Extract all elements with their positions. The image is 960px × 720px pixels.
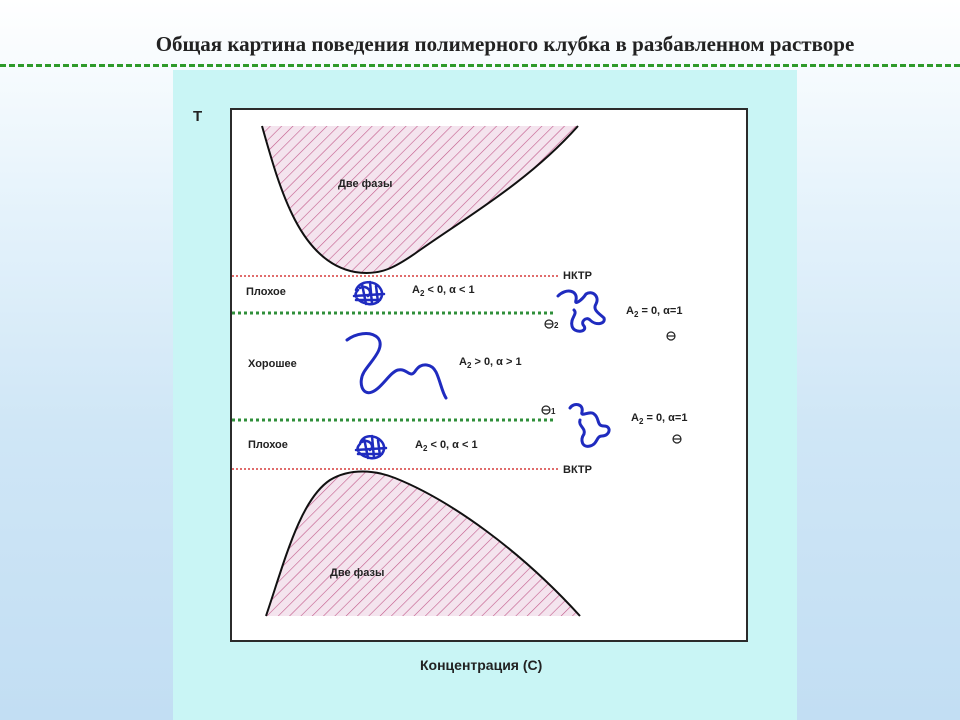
region-label-two-phases-bottom: Две фазы [330, 567, 385, 579]
region-label-good: Хорошее [248, 358, 297, 370]
condition-theta-lower: $A_2 = 0$, α=1 [631, 412, 688, 427]
region-label-poor-top: Плохое [246, 286, 286, 298]
slide-title: Общая картина поведения полимерного клубка в разбавленном растворе [155, 32, 855, 56]
lower-two-phase-region [266, 472, 580, 617]
condition-poor-top: $A_2 < 0$, α < 1 [412, 284, 475, 299]
collapsed-coil-bottom [356, 436, 386, 458]
temperature-axis-label: T [193, 108, 203, 125]
theta-coil-upper [558, 291, 604, 331]
theta1-subscript: 1 [551, 407, 556, 416]
collapsed-coil-top [354, 282, 384, 304]
condition-poor-bottom: $A_2 < 0$, α < 1 [415, 439, 478, 454]
theta-coil-lower [570, 405, 609, 447]
theta2-subscript: 2 [554, 321, 559, 330]
expanded-coil-good [347, 334, 446, 398]
theta-marker-upper-right [667, 332, 675, 340]
upper-critical-temp-label: НКТР [563, 270, 592, 282]
region-label-two-phases-top: Две фазы [338, 178, 393, 190]
condition-theta-upper: $A_2 = 0$, α=1 [626, 305, 683, 320]
theta-marker-lower-right [673, 435, 681, 443]
condition-good: $A_2 > 0$, α > 1 [459, 356, 522, 371]
theta1-marker [542, 406, 550, 414]
concentration-axis-label: Концентрация (С) [420, 657, 543, 673]
theta2-marker [545, 320, 553, 328]
lower-critical-temp-label: ВКТР [563, 464, 592, 476]
region-label-poor-bottom: Плохое [248, 439, 288, 451]
